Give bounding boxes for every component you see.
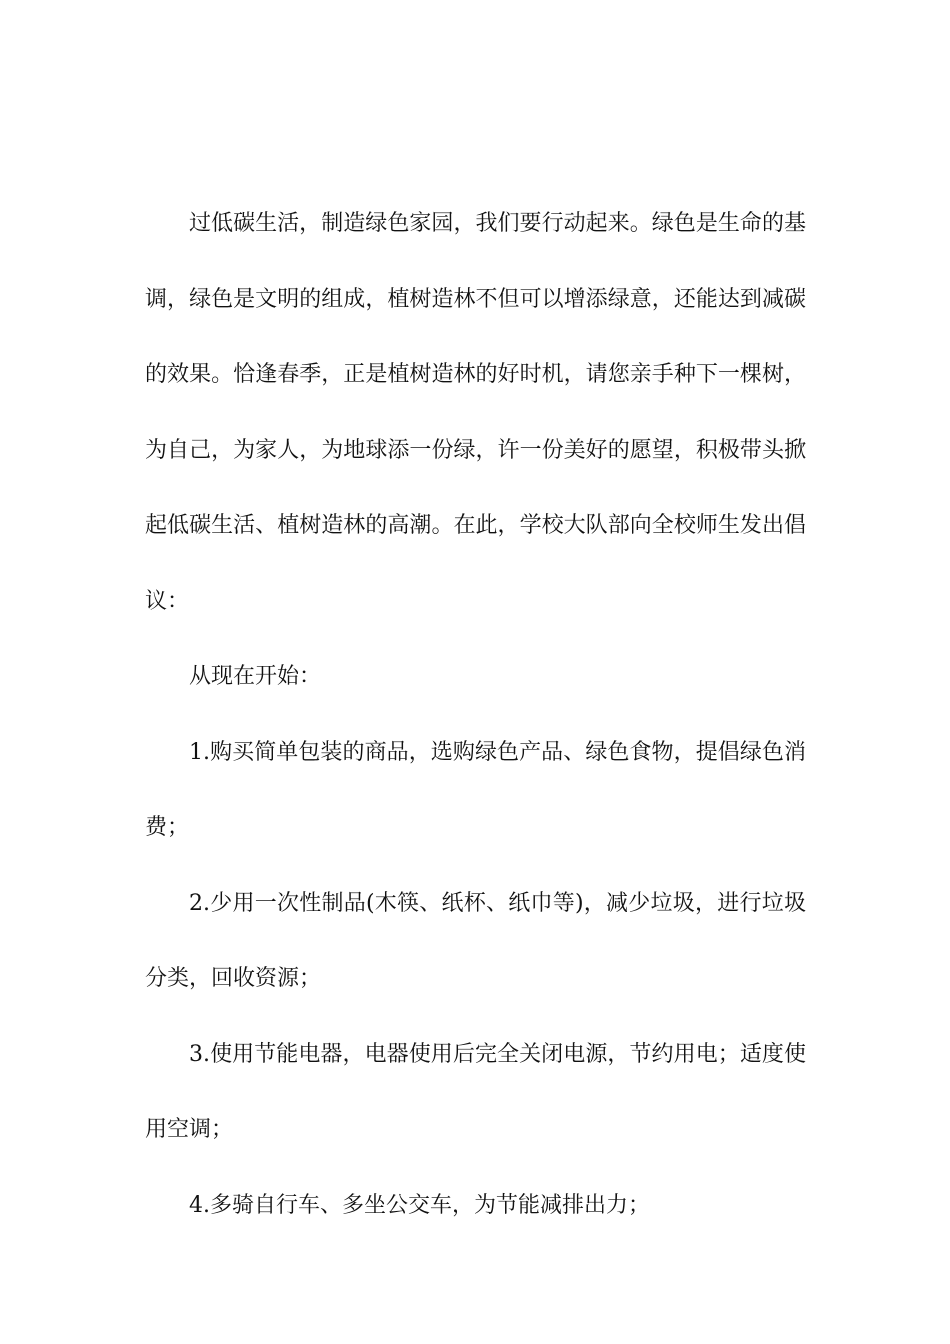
intro-paragraph: 过低碳生活，制造绿色家园，我们要行动起来。绿色是生命的基调，绿色是文明的组成，植树造林不但可以增添绿意，还能达到减碳的效果。恰逢春季，正是植树造林的好时机，请您亲手种下一棵树，为自己，为家人，为地球添一份绿，许一份美好的愿望，积极带头掀起低碳生活、植树造林的高潮。在此，学校大队部向全校师生发出倡议： (145, 211, 806, 614)
start-heading-paragraph: 从现在开始： (189, 664, 322, 689)
proposal-item-3: 3.使用节能电器，电器使用后完全关闭电源，节约用电；适度使用空调； (145, 1041, 806, 1142)
proposal-item-1: 1.购买简单包装的商品，选购绿色产品、绿色食物，提倡绿色消费； (145, 739, 806, 840)
proposal-item-4: 4.多骑自行车、多坐公交车，为节能减排出力； (189, 1192, 650, 1218)
proposal-item-2: 2.少用一次性制品(木筷、纸杯、纸巾等)，减少垃圾，进行垃圾分类，回收资源； (145, 890, 806, 991)
document-page (145, 204, 806, 1243)
